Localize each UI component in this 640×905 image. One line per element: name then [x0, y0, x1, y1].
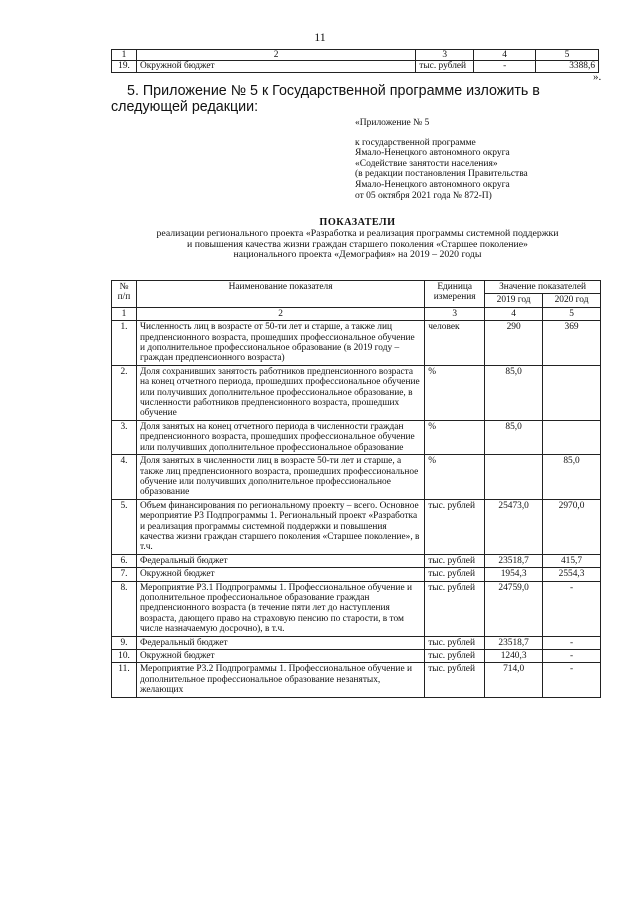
row-unit: человек [425, 321, 485, 366]
row-number: 11. [112, 663, 137, 697]
row-number: 3. [112, 420, 137, 454]
row-value-2019: 1954,3 [485, 568, 543, 581]
row-value-2019: 714,0 [485, 663, 543, 697]
row-value-2020: - [543, 636, 601, 649]
col-index-2: 2 [136, 50, 415, 61]
row-number: 9. [112, 636, 137, 649]
row-name: Федеральный бюджет [136, 636, 424, 649]
row-number: 5. [112, 499, 137, 554]
row-name: Федеральный бюджет [136, 554, 424, 567]
row-value-2020: 415,7 [543, 554, 601, 567]
appendix-line: «Содействие занятости населения» [355, 158, 498, 169]
col-index-3: 3 [416, 50, 474, 61]
appendix-line: (в редакции постановления Правительства [355, 169, 528, 180]
row-name: Объем финансирования по региональному проекту – всего. Основное мероприятие Р3 Подпрограммы 1. Региональный проект «Разработка и реализация программы системной поддержки и повышения качества жизни граждан старшего поколения «Старшее поколение», в т.ч. [136, 499, 424, 554]
appendix-line: к государственной программе [355, 137, 476, 148]
row-value-2019: - [474, 61, 536, 72]
row-name: Мероприятие Р3.1 Подпрограммы 1. Профессиональное обучение и дополнительное профессиональное образование граждан предпенсионного возраста (в течение пяти лет до наступления возраста, дающего право на страховую пенсию по старости, в том числе назначаемую досрочно), в т.ч. [136, 581, 424, 636]
header-year-2020: 2020 год [543, 294, 601, 307]
row-value-2019: 1240,3 [485, 650, 543, 663]
row-unit: тыс. рублей [425, 568, 485, 581]
heading-line: реализации регионального проекта «Разработка и реализация программы системной поддержки [156, 227, 559, 239]
table-row [112, 650, 601, 663]
row-name: Численность лиц в возрасте от 50-ти лет и старше, а также лиц предпенсионного возраста, прошедших профессиональное обучение и дополнительное профессиональное образование (в 2019 году – граждан предпенсионного возраста) [136, 321, 424, 366]
row-number: 19. [112, 61, 137, 72]
row-value-2019: 290 [485, 321, 543, 366]
appendix-line: от 05 октября 2021 года № 872-П) [355, 190, 492, 201]
header-name: Наименование показателя [136, 281, 424, 308]
col-index-1: 1 [112, 50, 137, 61]
row-value-2019: 24759,0 [485, 581, 543, 636]
row-name: Окружной бюджет [136, 568, 424, 581]
row-unit: тыс. рублей [425, 663, 485, 697]
table-row [112, 568, 601, 581]
table-row [112, 455, 601, 500]
row-value-2020: 2554,3 [543, 568, 601, 581]
table-row [112, 365, 601, 420]
header-year-2019: 2019 год [485, 294, 543, 307]
row-value-2019: 23518,7 [485, 636, 543, 649]
row-unit: тыс. рублей [425, 650, 485, 663]
row-value-2020: - [543, 663, 601, 697]
row-unit: тыс. рублей [425, 499, 485, 554]
row-value-2020: 2970,0 [543, 499, 601, 554]
table-row [112, 321, 601, 366]
index-cell: 4 [485, 307, 543, 320]
table-index-row [112, 307, 601, 320]
index-cell: 5 [543, 307, 601, 320]
row-name: Окружной бюджет [136, 61, 415, 72]
closing-quote-mark: ». [593, 71, 602, 83]
instruction-paragraph: 5. Приложение № 5 к Государственной программе изложить в следующей редакции: [111, 83, 540, 115]
row-name: Доля занятых на конец отчетного периода в численности граждан предпенсионного возраста, прошедших профессиональное обучение или получивших дополнительное профессиональное образование [136, 420, 424, 454]
row-value-2019: 85,0 [485, 420, 543, 454]
appendix-line: Ямало-Ненецкого автономного округа [355, 179, 510, 190]
table-row [112, 61, 599, 72]
row-name: Доля занятых в численности лиц в возрасте 50-ти лет и старше, а также лиц предпенсионного возраста, прошедших профессиональное обучение или получивших дополнительное профессиональное образование [136, 455, 424, 500]
index-cell: 2 [136, 307, 424, 320]
document-heading [110, 218, 605, 261]
col-index-4: 4 [474, 50, 536, 61]
row-value-2019: 85,0 [485, 365, 543, 420]
page-number: 11 [314, 30, 326, 44]
header-number: № п/п [112, 281, 137, 308]
row-number: 6. [112, 554, 137, 567]
index-cell: 1 [112, 307, 137, 320]
header-values: Значение показателей [485, 281, 601, 294]
row-unit: тыс. рублей [425, 636, 485, 649]
index-cell: 3 [425, 307, 485, 320]
row-value-2020: - [543, 650, 601, 663]
row-value-2020: - [543, 581, 601, 636]
table-row [112, 499, 601, 554]
row-unit: % [425, 420, 485, 454]
table-row [112, 636, 601, 649]
row-value-2019 [485, 455, 543, 500]
row-value-2020 [543, 365, 601, 420]
table-row [112, 581, 601, 636]
row-number: 4. [112, 455, 137, 500]
row-value-2020: 369 [543, 321, 601, 366]
row-value-2020: 3388,6 [536, 61, 599, 72]
row-number: 7. [112, 568, 137, 581]
table-row [112, 663, 601, 697]
row-unit: тыс. рублей [416, 61, 474, 72]
appendix-line: Ямало-Ненецкого автономного округа [355, 148, 510, 159]
continuation-table [111, 49, 599, 73]
row-name: Окружной бюджет [136, 650, 424, 663]
row-value-2019: 23518,7 [485, 554, 543, 567]
row-unit: % [425, 365, 485, 420]
table-row [112, 554, 601, 567]
row-name: Мероприятие Р3.2 Подпрограммы 1. Профессиональное обучение и дополнительное профессиональное образование незанятых, желающих [136, 663, 424, 697]
col-index-5: 5 [536, 50, 599, 61]
appendix-note [355, 118, 528, 201]
row-unit: тыс. рублей [425, 554, 485, 567]
continuation-header-row [112, 50, 599, 61]
heading-line: национального проекта «Демография» на 2019 – 2020 годы [233, 249, 482, 261]
table-header-row [112, 281, 601, 294]
row-unit: тыс. рублей [425, 581, 485, 636]
row-number: 1. [112, 321, 137, 366]
heading-line: и повышения качества жизни граждан старшего поколения «Старшее поколение» [187, 238, 528, 250]
heading-title: ПОКАЗАТЕЛИ [319, 217, 396, 228]
indicators-table [111, 280, 601, 698]
row-number: 8. [112, 581, 137, 636]
row-value-2020 [543, 420, 601, 454]
row-value-2019: 25473,0 [485, 499, 543, 554]
row-number: 2. [112, 365, 137, 420]
table-row [112, 420, 601, 454]
row-value-2020: 85,0 [543, 455, 601, 500]
row-unit: % [425, 455, 485, 500]
appendix-title: «Приложение № 5 [355, 118, 430, 128]
header-unit: Единица измерения [425, 281, 485, 308]
row-number: 10. [112, 650, 137, 663]
row-name: Доля сохранивших занятость работников предпенсионного возраста на конец отчетного периода, прошедших профессиональное обучение или получивших дополнительное профессиональное образование, в численности работников предпенсионного возраста, прошедших обучение [136, 365, 424, 420]
